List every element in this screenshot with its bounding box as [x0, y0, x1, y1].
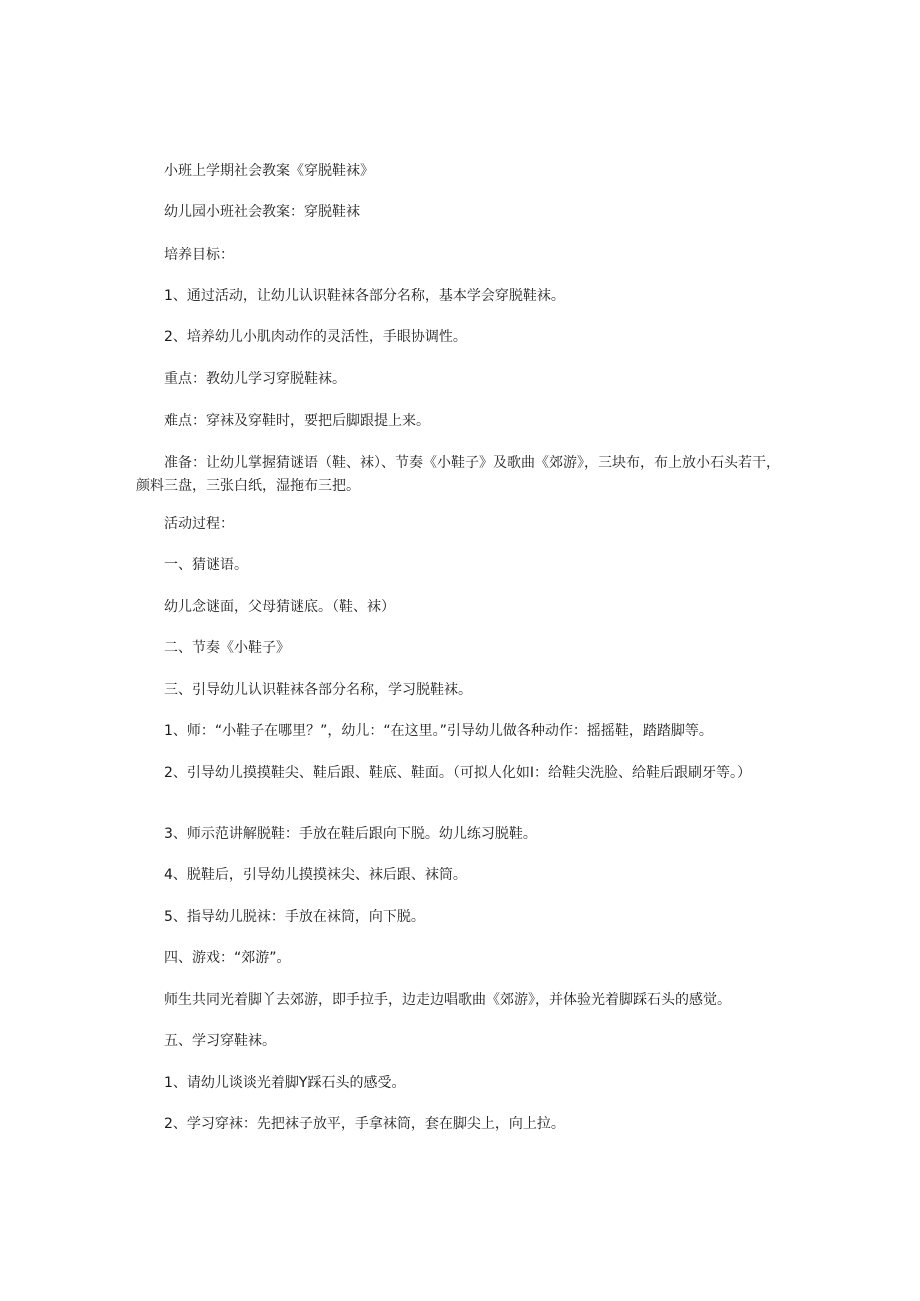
paragraph-outing: 师生共同光着脚丫去郊游，即手拉手，边走边唱歌曲《郊游》，并体验光着脚踩石头的感觉。 — [164, 992, 731, 1008]
paragraph-step-3-1: 1、师：“小鞋子在哪里？”，幼儿：“在这里。”引导幼儿做各种动作：摇摇鞋，踏踏脚等。 — [164, 723, 713, 739]
paragraph-step-3-3: 3、师示范讲解脱鞋：手放在鞋后跟向下脱。幼儿练习脱鞋。 — [164, 826, 537, 842]
paragraph-step-5: 五、学习穿鞋袜。 — [164, 1033, 276, 1049]
paragraph-step-5-1: 1、请幼儿谈谈光着脚Y踩石头的感受。 — [164, 1075, 406, 1091]
section-heading-process: 活动过程： — [164, 516, 234, 532]
paragraph-riddle: 幼儿念谜面，父母猜谜底。（鞋、袜） — [164, 599, 395, 615]
paragraph-preparation: 准备：让幼儿掌握猜谜语（鞋、袜）、节奏《小鞋子》及歌曲《郊游》，三块布，布上放小石头若干，颜料三盘，三张白纸，湿拖布三把。 — [136, 455, 780, 494]
paragraph-difficulty: 难点：穿袜及穿鞋时，要把后脚跟提上来。 — [164, 413, 430, 429]
paragraph-goal-2: 2、培养幼儿小肌肉动作的灵活性，手眼协调性。 — [164, 329, 467, 345]
paragraph-goal-1: 1、通过活动，让幼儿认识鞋袜各部分名称，基本学会穿脱鞋袜。 — [164, 288, 565, 304]
paragraph-key-point: 重点：教幼儿学习穿脱鞋袜。 — [164, 371, 346, 387]
paragraph-step-3: 三、引导幼儿认识鞋袜各部分名称，学习脱鞋袜。 — [164, 682, 472, 698]
paragraph-step-3-2: 2、引导幼儿摸摸鞋尖、鞋后跟、鞋底、鞋面。（可拟人化如I：给鞋尖洗脸、给鞋后跟刷牙等。） — [164, 765, 752, 781]
paragraph-step-3-5: 5、指导幼儿脱袜：手放在袜筒，向下脱。 — [164, 909, 425, 925]
section-heading-goals: 培养目标： — [164, 247, 234, 263]
paragraph-step-2: 二、节奏《小鞋子》 — [164, 640, 290, 656]
document-subtitle: 幼儿园小班社会教案：穿脱鞋袜 — [164, 204, 360, 220]
paragraph-step-4: 四、游戏：“郊游”。 — [164, 950, 291, 966]
document-title: 小班上学期社会教案《穿脱鞋袜》 — [164, 163, 374, 179]
paragraph-step-3-4: 4、脱鞋后，引导幼儿摸摸袜尖、袜后跟、袜筒。 — [164, 867, 467, 883]
paragraph-step-5-2: 2、学习穿袜：先把袜子放平，手拿袜筒，套在脚尖上，向上拉。 — [164, 1116, 565, 1132]
paragraph-step-1: 一、猜谜语。 — [164, 557, 248, 573]
